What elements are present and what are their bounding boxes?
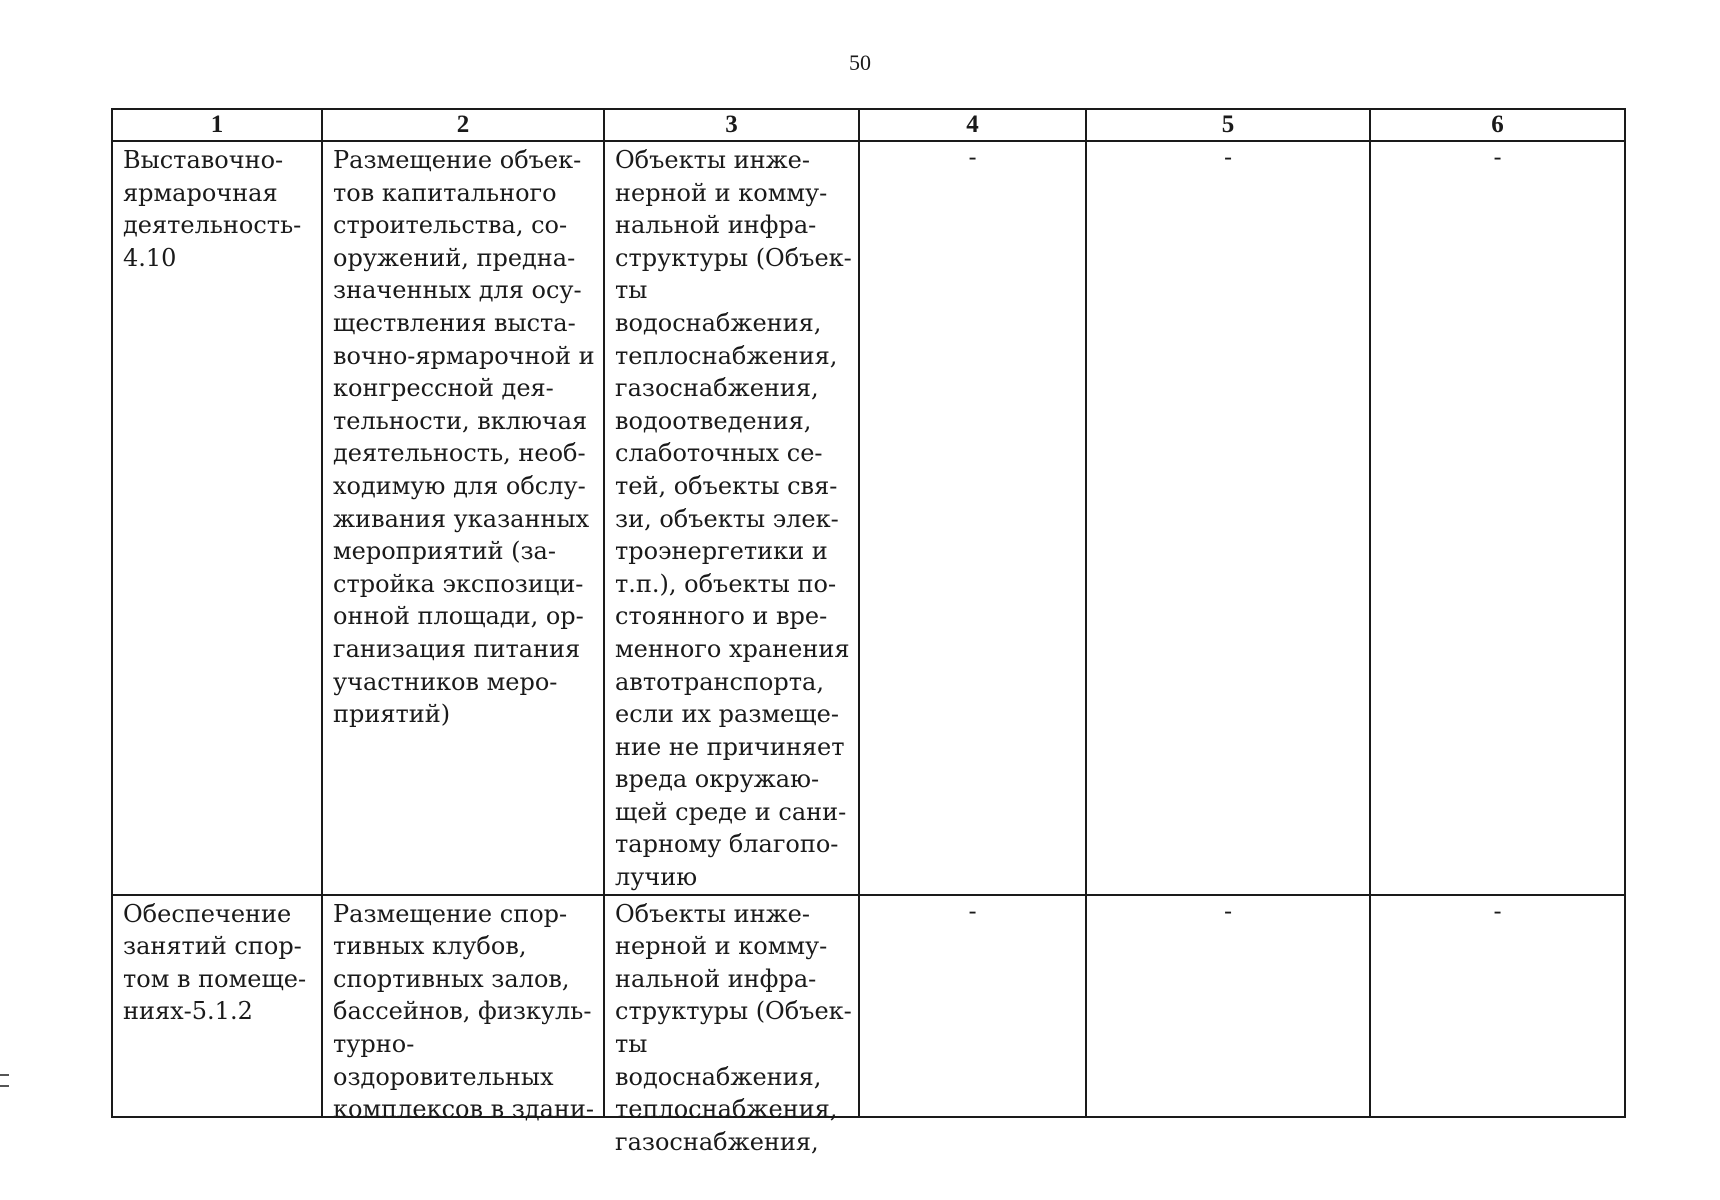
cell-auxiliary-objects bbox=[604, 895, 859, 1156]
cell-land-use-type bbox=[112, 895, 322, 1117]
cell-text: Объекты инже- нерной и комму- нальной инфра- структуры (Объек- ты водоснабжения, теплоснабжения, газоснабжения, bbox=[615, 899, 852, 1156]
cell-col5: - bbox=[1086, 141, 1370, 895]
cell-col5: - bbox=[1086, 895, 1370, 1117]
column-header-4: 4 bbox=[859, 109, 1086, 141]
cell-text: Обеспечение занятий спор- том в помеще- ниях-5.1.2 bbox=[123, 899, 307, 1026]
column-header-2: 2 bbox=[322, 109, 604, 141]
cell-col4: - bbox=[859, 141, 1086, 895]
cell-col6: - bbox=[1370, 141, 1625, 895]
table-row bbox=[112, 141, 1625, 895]
cell-description bbox=[322, 895, 604, 1124]
page-number: 50 bbox=[849, 50, 871, 75]
column-header-5: 5 bbox=[1086, 109, 1370, 141]
margin-scan-mark bbox=[0, 1074, 9, 1087]
cell-auxiliary-objects: Объекты инже- нерной и комму- нальной инфра- структуры (Объек- ты водоснабжения, теплоснабжения, газоснабжения, водоотведения, слаботочных се- тей, объекты свя- зи, объекты элек- троэнергетики и т.п.), объекты по- стоянного и вре- менного хранения автотранспорта, если их размеще- ние не причиняет вреда окружаю- щей среде и сани- тарному благопо- лучию bbox=[604, 141, 859, 895]
column-header-3: 3 bbox=[604, 109, 859, 141]
cell-land-use-type: Выставочно- ярмарочная деятельность- 4.10 bbox=[112, 141, 322, 895]
land-use-table bbox=[111, 108, 1626, 1156]
cell-col6: - bbox=[1370, 895, 1625, 1117]
column-header-6: 6 bbox=[1370, 109, 1625, 141]
table-row bbox=[112, 895, 1625, 1117]
table-header-row bbox=[112, 109, 1625, 141]
cell-col4: - bbox=[859, 895, 1086, 1117]
cell-text: Размещение спор- тивных клубов, спортивных залов, бассейнов, физкуль- турно- оздоровительных комплексов в здани- bbox=[333, 899, 595, 1124]
column-header-1: 1 bbox=[112, 109, 322, 141]
cell-description: Размещение объек- тов капитального строительства, со- оружений, предна- значенных для осу- ществления выста- вочно-ярмарочной и конгрессной дея- тельности, включая деятельность, необ- ходимую для обслу- живания указанных мероприятий (за- стройка экспозици- онной площади, ор- ганизация питания участников меро- приятий) bbox=[322, 141, 604, 895]
